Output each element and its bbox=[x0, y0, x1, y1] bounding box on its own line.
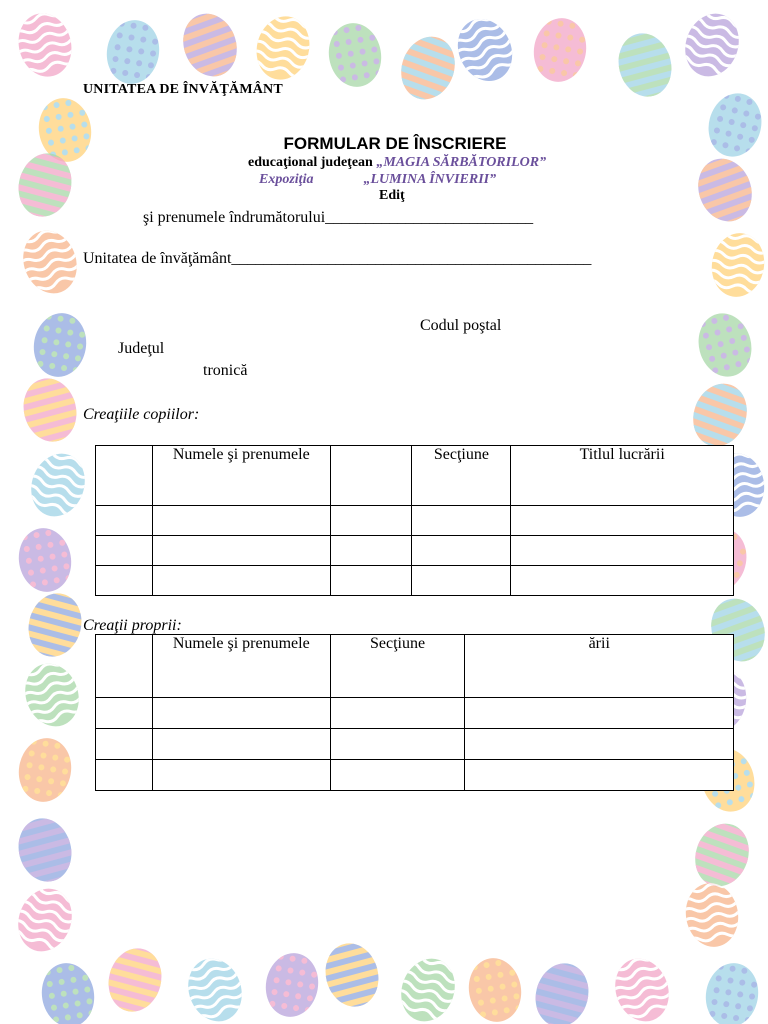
easter-egg-icon bbox=[464, 954, 526, 1024]
easter-egg-icon bbox=[692, 307, 759, 382]
header-cell: Numele şi prenumele bbox=[152, 446, 330, 506]
easter-egg-icon bbox=[97, 941, 173, 1022]
easter-egg-icon bbox=[102, 16, 164, 88]
own-works-table bbox=[95, 634, 734, 791]
contest-subtitle bbox=[248, 155, 546, 171]
easter-egg-icon bbox=[389, 950, 477, 1024]
easter-egg-icon bbox=[176, 946, 264, 1024]
children-works-table bbox=[95, 445, 734, 596]
easter-egg-icon bbox=[14, 734, 76, 806]
easter-egg-icon bbox=[13, 371, 89, 452]
table-row[interactable] bbox=[96, 566, 734, 596]
header-cell: Titlul lucrării bbox=[511, 446, 734, 506]
subtitle-prefix: educaţional judeţean bbox=[248, 155, 373, 170]
form-title: FORMULAR DE ÎNSCRIERE bbox=[283, 134, 507, 153]
county-field[interactable]: Judeţul bbox=[118, 340, 165, 357]
contest-name: „MAGIA SĂRBĂTORILOR” bbox=[376, 155, 547, 170]
easter-egg-icon bbox=[324, 19, 386, 91]
easter-egg-icon bbox=[529, 14, 591, 86]
easter-egg-icon bbox=[524, 956, 600, 1024]
header-cell bbox=[96, 446, 153, 506]
coordinator-field[interactable]: şi prenumele îndrumătorului__________________________ bbox=[143, 209, 534, 226]
table-header-row bbox=[96, 446, 734, 506]
easter-egg-icon bbox=[37, 959, 99, 1024]
own-works-section-heading: Creaţii proprii: bbox=[83, 617, 182, 634]
easter-egg-icon bbox=[686, 150, 766, 234]
easter-egg-icon bbox=[246, 9, 330, 89]
header-cell: ării bbox=[465, 635, 734, 698]
easter-egg-icon bbox=[261, 949, 323, 1021]
easter-egg-icon bbox=[29, 309, 91, 381]
header-cell: Secţiune bbox=[330, 635, 465, 698]
table-row[interactable] bbox=[96, 729, 734, 760]
table-row[interactable] bbox=[96, 536, 734, 566]
school-field[interactable]: Unitatea de învăţământ_____________________________________________ bbox=[83, 250, 592, 267]
exhibition-name: „LUMINA ÎNVIERII” bbox=[363, 172, 497, 187]
easter-egg-icon bbox=[677, 877, 757, 952]
easter-egg-icon bbox=[19, 445, 107, 529]
email-field[interactable]: tronică bbox=[203, 362, 248, 379]
easter-egg-icon bbox=[701, 959, 763, 1024]
easter-egg-icon bbox=[17, 586, 93, 667]
children-section-heading: Creaţiile copiilor: bbox=[83, 406, 200, 423]
table-header-row bbox=[96, 635, 734, 698]
header-cell: Secţiune bbox=[412, 446, 511, 506]
easter-egg-icon bbox=[8, 4, 92, 84]
easter-egg-icon bbox=[444, 4, 534, 92]
exhibition-line bbox=[259, 172, 496, 188]
postal-code-field[interactable]: Codul poştal bbox=[420, 317, 502, 334]
easter-egg-icon bbox=[315, 936, 391, 1017]
easter-egg-icon bbox=[171, 5, 251, 89]
easter-egg-icon bbox=[6, 880, 94, 964]
easter-egg-icon bbox=[603, 946, 691, 1024]
easter-egg-icon bbox=[14, 524, 76, 596]
easter-egg-icon bbox=[387, 28, 467, 112]
easter-egg-icon bbox=[673, 5, 761, 89]
exhibition-label: Expoziţia bbox=[259, 172, 314, 187]
table-row[interactable] bbox=[96, 698, 734, 729]
table-row[interactable] bbox=[96, 506, 734, 536]
header-cell bbox=[96, 635, 153, 698]
header-cell bbox=[330, 446, 412, 506]
easter-egg-icon bbox=[13, 651, 101, 735]
institution-label: UNITATEA DE ÎNVĂŢĂMÂNT bbox=[83, 82, 283, 97]
easter-egg-icon bbox=[703, 228, 768, 303]
table-row[interactable] bbox=[96, 760, 734, 791]
easter-egg-icon bbox=[608, 26, 684, 107]
header-cell: Numele şi prenumele bbox=[152, 635, 330, 698]
easter-egg-icon bbox=[8, 811, 84, 892]
edition-label: Ediţ bbox=[379, 188, 405, 203]
